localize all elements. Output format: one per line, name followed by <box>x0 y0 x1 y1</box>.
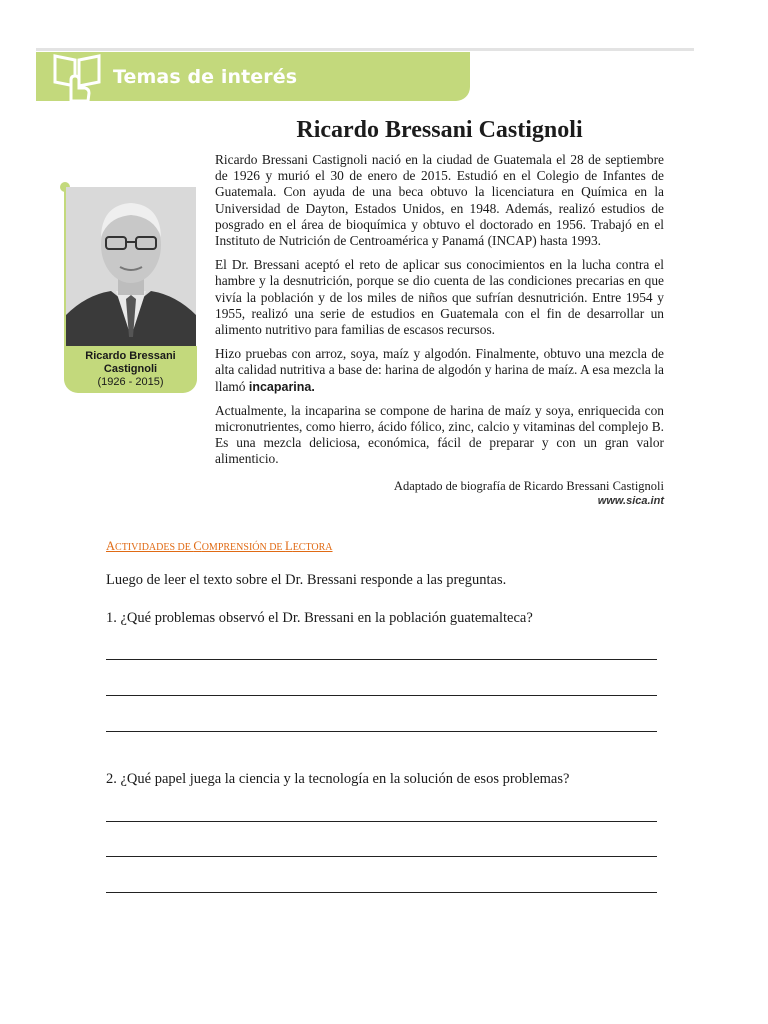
answer-line[interactable] <box>106 659 657 660</box>
banner-title: Temas de interés <box>113 66 298 88</box>
answer-line[interactable] <box>106 856 657 857</box>
topics-banner <box>36 52 470 101</box>
portrait-photo <box>66 187 196 347</box>
article-paragraph: El Dr. Bressani aceptó el reto de aplicar sus conocimientos en la lucha contra el hambre y la desnutrición, porque se dio cuenta de las condiciones precarias en que vivía la población y de los miles de niños que sufrían desnutrición. Entre 1954 y 1955, realizó una serie de estudios en Guatemala con el fin de desarrollar un alimento nutritivo para familias de escasos recursos. <box>215 257 664 338</box>
book-hand-icon <box>52 52 102 101</box>
question-1: 1. ¿Qué problemas observó el Dr. Bressani en la población guatemalteca? <box>106 610 533 626</box>
source-website: www.sica.int <box>597 495 664 507</box>
article-source <box>215 479 664 509</box>
portrait-caption <box>64 346 197 393</box>
header-rule <box>36 48 694 51</box>
article-paragraph: Actualmente, la incaparina se compone de harina de maíz y soya, enriquecida con micronutrientes, como hierro, ácido fólico, zinc, calcio y vitaminas del complejo B. Es una mezcla deliciosa, económica, fácil de preparar y con un gran valor alimenticio. <box>215 402 664 467</box>
article-paragraph: Ricardo Bressani Castignoli nació en la ciudad de Guatemala el 28 de septiembre de 1926 y murió el 30 de enero de 2015. Estudió en el Colegio de Infantes de Guatemala. Con ayuda de una beca obtuvo la licenciatura en Química en la Universidad de Dayton, Estados Unidos, en 1948. Además, realizó estudios de posgrado en el área de bioquímica y obtuvo el doctorado en 1956. Trabajó en el Instituto de Nutrición de Centroamérica y Panamá (INCAP) hasta 1993. <box>215 152 664 249</box>
answer-line[interactable] <box>106 821 657 822</box>
answer-line[interactable] <box>106 892 657 893</box>
caption-name-line2: Castignoli <box>103 363 158 375</box>
caption-years: (1926 - 2015) <box>97 376 164 388</box>
activities-heading: ACTIVIDADES DE COMPRENSIÓN DE LECTORA <box>106 539 333 553</box>
caption-name-line1: Ricardo Bressani <box>85 350 176 362</box>
article-body <box>215 152 664 476</box>
answer-line[interactable] <box>106 695 657 696</box>
paragraph-text: Hizo pruebas con arroz, soya, maíz y algodón. Finalmente, obtuvo una mezcla de alta calidad nutritiva a base de: harina de algodón y harina de maíz. A esa mezcla la llamó <box>215 346 664 394</box>
article-paragraph <box>215 346 664 395</box>
answer-line[interactable] <box>106 731 657 732</box>
question-2: 2. ¿Qué papel juega la ciencia y la tecnología en la solución de esos problemas? <box>106 771 570 787</box>
activities-instructions: Luego de leer el texto sobre el Dr. Bressani responde a las preguntas. <box>106 572 507 588</box>
source-text: Adaptado de biografía de Ricardo Bressani Castignoli <box>393 479 664 493</box>
article-title: Ricardo Bressani Castignoli <box>296 117 583 143</box>
incaparina-term: incaparina. <box>248 379 315 394</box>
